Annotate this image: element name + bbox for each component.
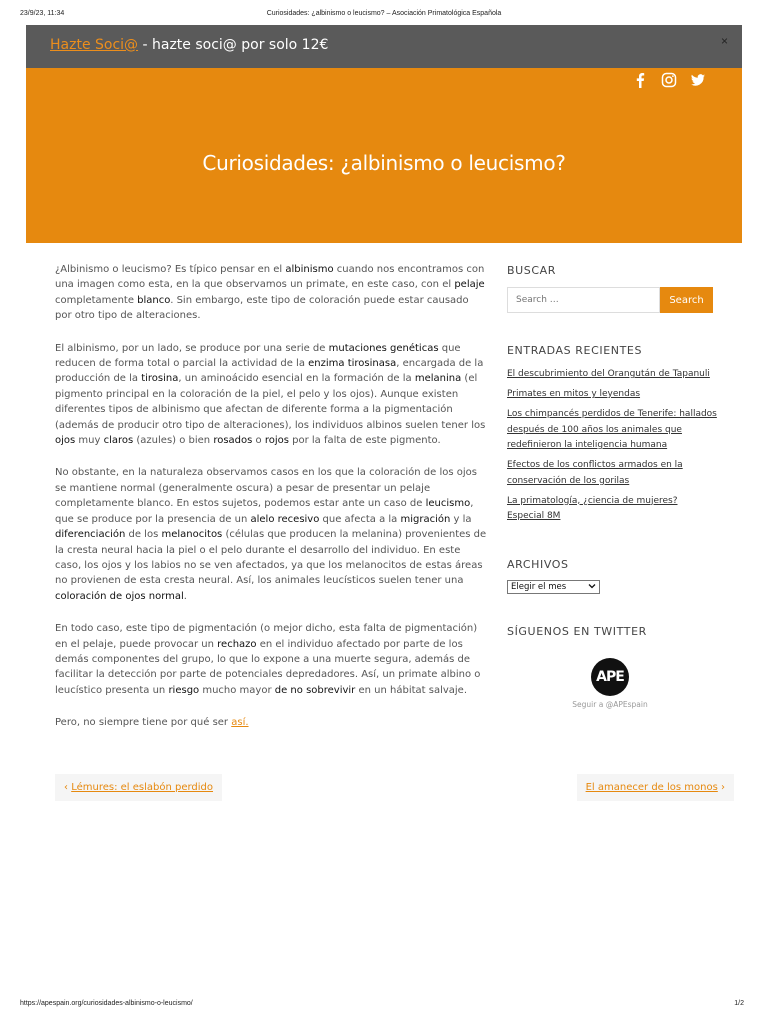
list-item [507,407,717,454]
twitter-widget [507,658,713,709]
recent-post-link[interactable]: Primates en mitos y leyendas [507,389,641,399]
promo-link[interactable]: Hazte Soci@ [50,37,139,53]
highlighted-term: blanco [137,294,171,306]
highlighted-term: rechazo [217,638,257,650]
follow-link[interactable]: Seguir a @APEspain [572,700,648,709]
article-text: que afecta a la [319,513,401,525]
article-text: , un aminoácido esencial en la formación de la [178,373,415,385]
print-page-number: 1/2 [734,1000,744,1007]
page-title: Curiosidades: ¿albinismo o leucismo? [202,151,566,175]
search-form [507,287,713,313]
article-text: En todo caso, este tipo de pigmentación (o mejor dicho, esta falta de pigmentación) en el pelaje, puede provocar un [55,623,478,650]
previous-post-button[interactable] [55,774,222,801]
highlighted-term: albinismo [285,264,334,275]
article-text: muy [75,435,104,447]
archive-select[interactable] [507,580,600,594]
highlighted-term: rojos [264,435,289,447]
recent-posts-list [507,367,717,529]
recent-post-link[interactable]: Los chimpancés perdidos de Tenerife: hallados después de 100 años los animales que redefinieron la inteligencia humana [507,409,717,450]
promo-message: - hazte soci@ por solo 12€ [138,37,329,53]
twitter-heading: SÍGUENOS EN TWITTER [507,625,647,638]
promo-bar [26,25,742,68]
article-paragraph [55,621,487,698]
article-text: El albinismo, por un lado, se produce por una serie de [55,342,329,354]
print-header [20,10,748,22]
facebook-icon[interactable] [632,72,648,88]
article-text: (azules) o bien [133,435,214,447]
article-text: cuando nos encontramos con una imagen como esta, en la que observamos un primate, en este caso, con el [55,264,485,291]
article-paragraph [55,341,487,449]
chevron-left-icon: ‹ [64,782,68,793]
highlighted-term: coloración de ojos normal [55,590,184,602]
social-links [632,72,706,88]
close-icon[interactable]: × [720,34,728,48]
search-heading: BUSCAR [507,264,557,277]
recent-heading: ENTRADAS RECIENTES [507,344,643,357]
print-page-title: Curiosidades: ¿albinismo o leucismo? – Asociación Primatológica Española [266,10,502,17]
highlighted-term: ojos [55,435,76,447]
highlighted-term: melanocitos [161,529,223,541]
article-paragraph [55,715,487,730]
article-text: (el pigmento principal en la coloración de la piel, el pelo y los ojos). Aunque existen diferentes tipos de albinismo que afectan de diferente forma a la pigmentación (además de producir otro tipo de alteraciones), los individuos albinos suelen tener los [55,373,486,431]
highlighted-term: melanina [414,373,462,385]
article-text: . Sin embargo, este tipo de coloración puede estar causado por otro tipo de alteraciones. [55,294,469,322]
list-item [507,367,717,383]
print-footer [20,1000,748,1012]
article-text: No obstante, en la naturaleza observamos casos en los que la coloración de los ojos se mantiene normal (generalmente oscura) a pesar de presentar un pelaje completamente blanco. En estos sujetos, podemos estar ante un caso de [55,467,477,510]
list-item [507,494,717,525]
highlighted-term: diferenciación [55,529,126,541]
hero-banner [26,68,742,243]
search-input[interactable] [507,287,660,313]
highlighted-term: tirosina [141,373,179,385]
archive-select-value: Elegir el mes [511,582,567,592]
article-text: y la [450,513,472,525]
article-text: (células que producen la melanina) provenientes de la cresta neural hacia la piel o el pelo durante el desarrollo del individuo. En este caso, los ojos y los labios no se ven afectados, ya que los melanocitos de estas áreas no provienen de esta cresta neural. Así, los animales leucísticos suelen tener una [55,529,487,587]
print-url: https://apespain.org/curiosidades-albinismo-o-leucismo/ [20,1000,193,1007]
highlighted-term: de no sobrevivir [274,684,356,696]
article-text: Pero, no siempre tiene por qué ser [55,717,232,729]
highlighted-term: migración [400,513,451,525]
article-text: o [252,435,265,447]
highlighted-term: rosados [213,435,253,447]
article-paragraph [55,465,487,604]
recent-post-link[interactable]: La primatología, ¿ciencia de mujeres? Especial 8M [507,495,678,521]
promo-text [50,37,328,53]
chevron-right-icon: › [721,782,725,793]
highlighted-term: riesgo [168,684,200,696]
article-paragraph [55,262,487,324]
article-content [55,262,487,748]
article-text: por la falta de este pigmento. [288,435,441,447]
article-text: mucho mayor [199,684,275,696]
archive-heading: ARCHIVOS [507,558,569,571]
article-text: que reducen de forma total o parcial la actividad de la [55,342,461,370]
article-text: . [183,590,187,602]
recent-post-link[interactable]: Efectos de los conflictos armados en la conservación de los gorilas [507,460,683,486]
article-text: , que se produce por la presencia de un [55,498,474,525]
instagram-icon[interactable] [661,72,677,88]
next-post-button[interactable] [577,774,734,801]
article-text: en un hábitat salvaje. [355,684,468,696]
list-item [507,458,717,489]
article-link[interactable]: así. [231,717,249,729]
highlighted-term: mutaciones genéticas [328,342,439,354]
highlighted-term: alelo recesivo [250,513,320,525]
print-datetime: 23/9/23, 11:34 [20,10,65,17]
recent-post-link[interactable]: El descubrimiento del Orangután de Tapanuli [507,369,710,379]
previous-post-link[interactable]: Lémures: el eslabón perdido [71,782,214,793]
search-button[interactable]: Search [660,287,713,313]
list-item [507,387,717,403]
next-post-link[interactable]: El amanecer de los monos [585,782,718,793]
highlighted-term: pelaje [454,279,485,291]
highlighted-term: enzima tirosinasa [308,358,397,370]
highlighted-term: leucismo [425,498,471,510]
article-text: en el individuo afectado por parte de los demás componentes del grupo, lo que lo expone a una muerte segura, además de facilitar la detección por parte de potenciales depredadores. Así, un primate albino o leucístico presenta un [55,638,481,696]
article-text: completamente [55,294,138,306]
highlighted-term: claros [103,435,134,447]
post-navigation [55,774,734,801]
avatar[interactable]: APE [591,658,629,696]
article-text: ¿Albinismo o leucismo? Es típico pensar en el [55,264,286,275]
twitter-icon[interactable] [690,72,706,88]
article-text: , encargada de la producción de la [55,358,484,385]
article-text: de los [125,529,162,541]
chevron-down-icon [588,582,596,592]
